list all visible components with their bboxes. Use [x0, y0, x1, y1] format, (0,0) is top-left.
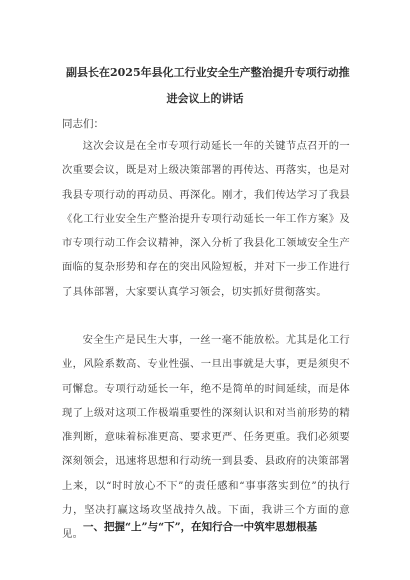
title-line-2: 进会议上的讲话 [166, 92, 244, 105]
title-line-1: 副县长在2025年县化工行业安全生产整治提升专项行动推 [66, 66, 350, 79]
section-heading: 一、把握“上”与“下”，在知行合一中筑牢思想根基 [83, 521, 318, 533]
paragraph-1: 这次会议是在全市专项行动延长一年的关键节点召开的一次重要会议，既是对上级决策部署的再传达、再落实，也是对我县专项行动的再动员、再深化。刚才，我们传达学习了我县《化工行业安全生产整治提升专项行动延长一年工作方案》及市专项行动工作会议精神，深入分析了我县化工领域安全生产面临的复杂形势和存在的突出风险短板，并对下一步工作进行了具体部署，大家要认真学习领会，切实抓好贯彻落实。 [62, 140, 350, 298]
paragraph-2: 安全生产是民生大事，一丝一毫不能放松。尤其是化工行业，风险系数高、专业性强、一旦出事就是大事，更是须臾不可懈怠。专项行动延长一年，绝不是简单的时间延续，而是体现了上级对这项工作极端重要性的深刻认识和对当前形势的精准判断，意味着标准更高、要求更严、任务更重。我们必须要深刻领会，迅速将思想和行动统一到县委、县政府的决策部署上来，以“时时放心不下”的责任感和“事事落实到位”的执行力，坚决打赢这场攻坚战持久战。下面，我讲三个方面的意见。 [62, 334, 350, 541]
salutation: 同志们： [62, 118, 104, 130]
